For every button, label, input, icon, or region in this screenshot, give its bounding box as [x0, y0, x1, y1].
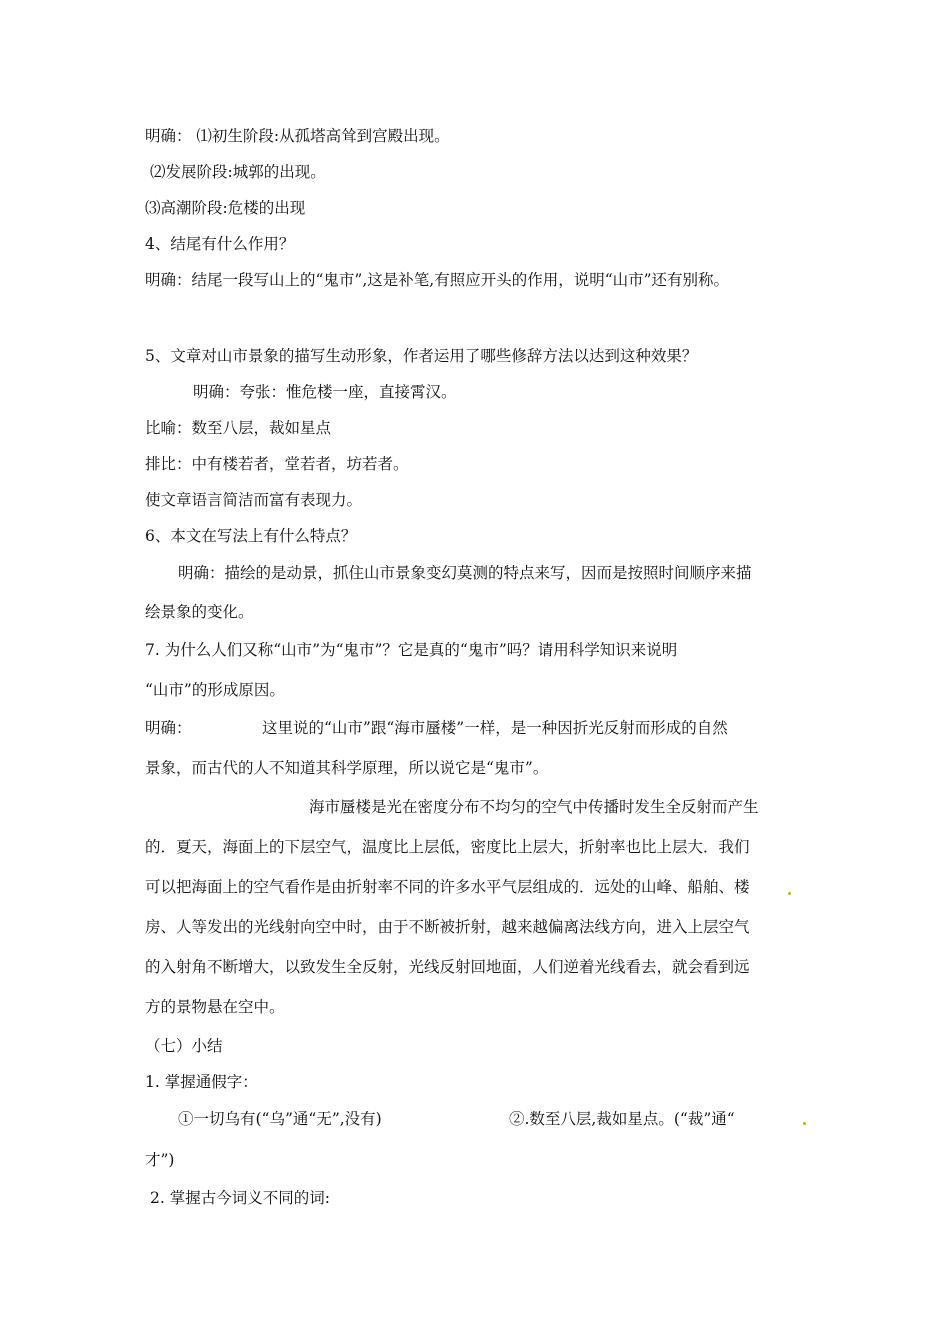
text-line: 排比：中有楼若者，堂若者，坊若者。 [145, 455, 409, 473]
text-line: 使文章语言简洁而富有表现力。 [145, 491, 363, 509]
text-line: 明确：描绘的是动景，抓住山市景象变幻莫测的特点来写，因而是按照时间顺序来描 [178, 564, 752, 582]
text-line: 明确： [145, 719, 192, 737]
text-line: ②.数至八层,裁如星点。(“裁”通“ [509, 1110, 735, 1128]
text-line: 1. 掌握通假字： [145, 1073, 258, 1091]
text-line: 6、本文在写法上有什么特点？ [145, 527, 357, 545]
text-line: 方的景物悬在空中。 [145, 998, 285, 1016]
text-line: 明确：夸张：惟危楼一座，直接霄汉。 [193, 383, 457, 401]
text-line: 的．夏天，海面上的下层空气，温度比上层低，密度比上层大，折射率也比上层大．我们 [145, 838, 750, 856]
text-line: 4、结尾有什么作用？ [145, 235, 295, 253]
text-line: 绘景象的变化。 [145, 603, 254, 621]
text-line: 景象，而古代的人不知道其科学原理，所以说它是“鬼市”。 [145, 759, 549, 777]
text-line: 7. 为什么人们又称“山市”为“鬼市”？它是真的“鬼市”吗？请用科学知识来说明 [145, 641, 678, 659]
text-line: “山市”的形成原因。 [145, 681, 285, 699]
text-line: ①一切乌有(“乌”通“无”,没有) [178, 1110, 382, 1128]
text-line: 明确： ⑴初生阶段:从孤塔高耸到宫殿出现。 [145, 127, 450, 145]
text-line: 5、文章对山市景象的描写生动形象，作者运用了哪些修辞方法以达到这种效果？ [145, 347, 698, 365]
text-line: ⑶高潮阶段:危楼的出现 [145, 199, 306, 217]
text-line: 比喻：数至八层，裁如星点 [145, 419, 332, 437]
decorative-dot [788, 892, 791, 895]
text-line: 明确：结尾一段写山上的“鬼市”,这是补笔,有照应开头的作用，说明“山市”还有别称。 [145, 271, 730, 289]
text-line: ⑵发展阶段:城郭的出现。 [150, 163, 326, 181]
text-line: 这里说的“山市”跟“海市蜃楼”一样，是一种因折光反射而形成的自然 [262, 719, 728, 737]
text-line: 可以把海面上的空气看作是由折射率不同的许多水平气层组成的．远处的山峰、船舶、楼 [145, 878, 750, 896]
text-line: 才”) [145, 1151, 175, 1169]
text-line: 房、人等发出的光线射向空中时，由于不断被折射，越来越偏离法线方向，进入上层空气 [145, 918, 750, 936]
section-heading: （七）小结 [145, 1037, 223, 1055]
text-line: 2. 掌握古今词义不同的词: [150, 1189, 330, 1207]
text-line: 的入射角不断增大，以致发生全反射，光线反射回地面，人们逆着光线看去，就会看到远 [145, 958, 750, 976]
decorative-dot [803, 1122, 806, 1125]
text-line: 海市蜃楼是光在密度分布不均匀的空气中传播时发生全反射而产生 [309, 798, 759, 816]
